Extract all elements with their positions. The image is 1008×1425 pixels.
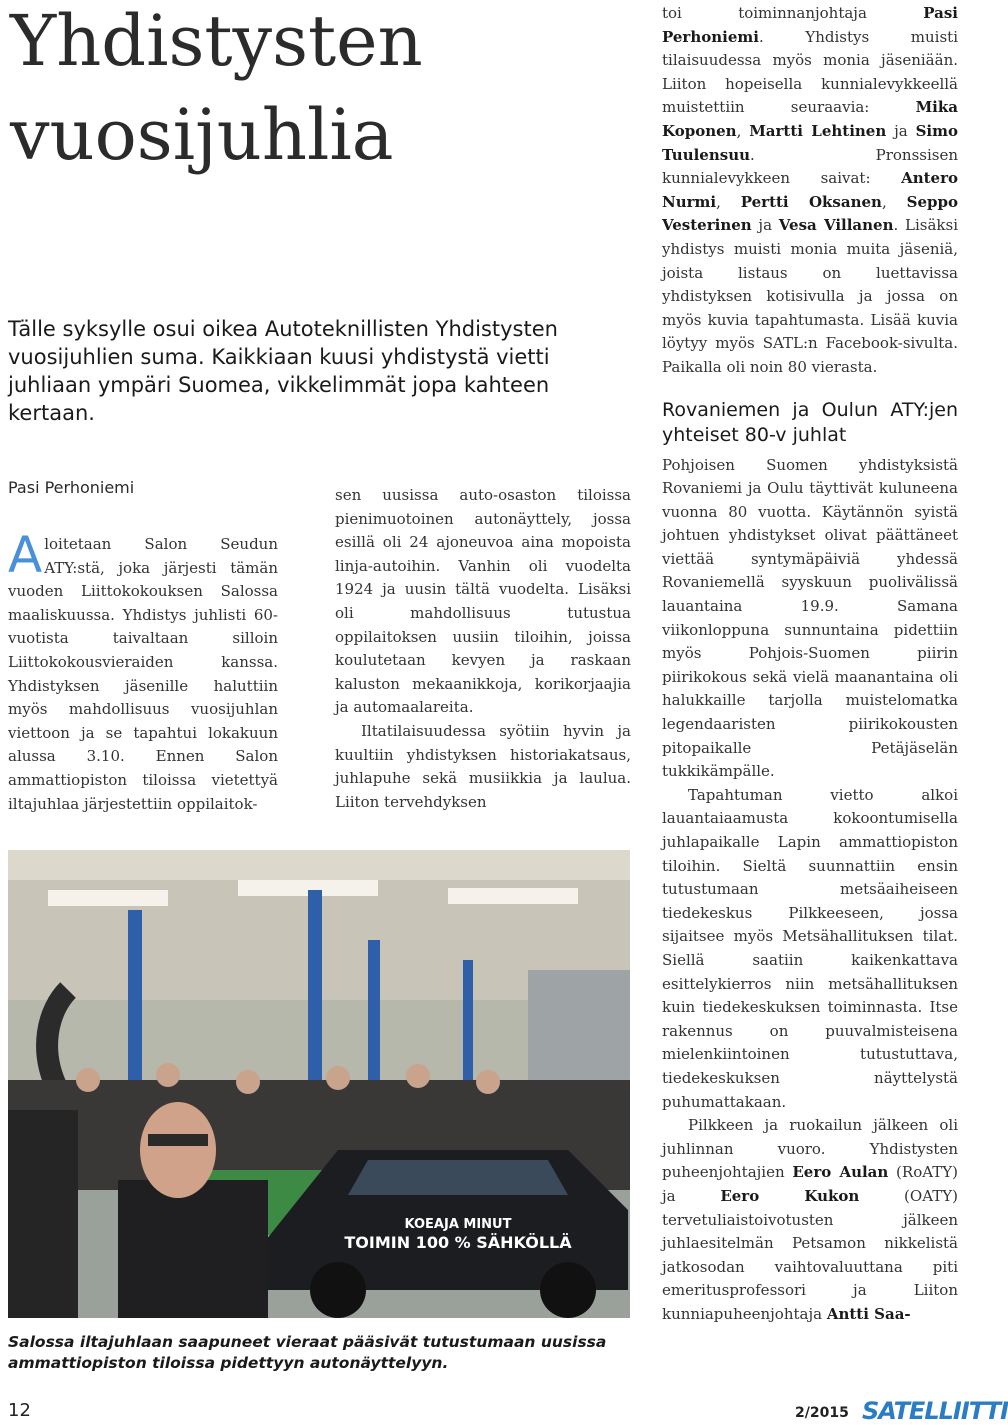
person-name: Seppo Vesterinen bbox=[662, 192, 958, 235]
magazine-logo: SATELLIITTI bbox=[862, 1397, 1008, 1425]
body-text: , bbox=[736, 121, 750, 140]
person-name: Simo Tuulensuu bbox=[662, 121, 958, 164]
article-photo bbox=[8, 850, 630, 1318]
article-lead: Tälle syksylle osui oikea Autoteknillisten Yhdistysten vuosijuhlien suma. Kaikkiaan kuusi yhdistystä vietti juhliaan ympäri Suomea, vikkelimmät jopa kahteen kertaan. bbox=[8, 317, 558, 425]
body-paragraph bbox=[662, 1114, 958, 1326]
article-author: Pasi Perhoniemi bbox=[8, 478, 135, 497]
person-name: Pertti Oksanen bbox=[740, 192, 882, 211]
person-name: Antti Saa- bbox=[826, 1304, 911, 1323]
body-text: ja bbox=[886, 121, 916, 140]
car-wheel bbox=[310, 1262, 366, 1318]
body-text: toi toiminnanjohtaja bbox=[662, 4, 924, 22]
car-text: KOEAJA MINUT bbox=[404, 1217, 512, 1232]
person-name: Eero Aulan bbox=[792, 1163, 889, 1182]
body-column-1 bbox=[8, 526, 278, 816]
foreground-person-face bbox=[140, 1102, 216, 1198]
article-title-line-1: Yhdistysten bbox=[10, 0, 423, 82]
photo-caption: Salossa iltajuhlaan saapuneet vieraat pääsivät tutustumaan uusissa ammattiopiston tiloissa pidettyyn autonäyttelyyn. bbox=[8, 1333, 607, 1372]
issue-number: 2/2015 bbox=[795, 1405, 849, 1421]
person-left bbox=[8, 1110, 78, 1318]
person-name: Pasi Perhoniemi bbox=[662, 4, 958, 46]
body-paragraph bbox=[8, 526, 278, 816]
ceiling-light bbox=[48, 890, 168, 906]
person-head bbox=[236, 1070, 260, 1094]
foreground-person-suit bbox=[118, 1180, 268, 1318]
ceiling-light bbox=[448, 888, 578, 904]
ceiling-lights bbox=[8, 850, 630, 880]
article-title bbox=[10, 0, 610, 182]
person-name: Eero Kukon bbox=[720, 1186, 860, 1205]
body-text: (RoATY) ja bbox=[662, 1163, 958, 1205]
body-text: loitetaan Salon Seudun ATY:stä, joka järjesti tämän vuoden Liittokokouksen Salossa maaliskuussa. Yhdistys juhlisti 60-vuotista taivaltaan silloin Liittokokousvieraiden kanssa. Yhdistyksen jäsenille haluttiin myös mahdollisuus vuosijuhlan viettoon ja se tapahtui lokakuun alussa 3.10. Ennen Salon ammattiopiston tiloissa vietettyä iltajuhlaa järjestettiin oppilaitok- bbox=[8, 535, 278, 813]
person-name: Antero Nurmi bbox=[662, 169, 958, 211]
body-column-3 bbox=[662, 2, 958, 1326]
body-paragraph: Tapahtuman vietto alkoi lauantaiaamusta kokoontumisella juhlapaikalle Lapin ammattiopiston tiloihin. Sieltä suunnattiin ensin tutustumaan metsäaiheiseen tiedekeskus Pilkkeeseen, jossa sijaitsee myös Metsähallituksen tilat. Siellä saatiin kaikenkattava esittelykierros niin metsähallituksen kuin tiedekeskuksen toiminnasta. Itse rakennus on puuvalmisteisena mielenkiintoinen tutustuttava, tiedekeskuksen näyttelystä puhumattakaan. bbox=[662, 785, 958, 1111]
car-wheel bbox=[540, 1262, 596, 1318]
body-text: . Yhdistys muisti tilaisuudessa myös monia jäseniään. Liiton hopeisella kunnialevykkeellä muistettiin seuraavia: bbox=[662, 27, 958, 117]
body-text: . Pronssisen kunnialevykkeen saivat: bbox=[662, 145, 958, 188]
body-text: ja bbox=[751, 216, 779, 235]
body-text: . Lisäksi yhdistys muisti monia muita jäseniä, joista listaus on luettavissa yhdistyksen kotisivulla ja jossa on myös kuvia tapahtumasta. Lisää kuvia löytyy myös SATL:n Facebook-sivulta. Paikalla oli noin 80 vierasta. bbox=[662, 216, 958, 376]
person-head bbox=[406, 1064, 430, 1088]
body-text: , bbox=[881, 192, 907, 211]
person-head bbox=[476, 1070, 500, 1094]
car-windows bbox=[348, 1160, 568, 1195]
person-head bbox=[326, 1066, 350, 1090]
car-text: TOIMIN 100 % SÄHKÖLLÄ bbox=[344, 1233, 572, 1252]
body-paragraph bbox=[662, 2, 958, 380]
body-paragraph: sen uusissa auto-osaston tiloissa pienimuotoinen autonäyttely, jossa esillä oli 24 ajoneuvoa aina mopoista linja-autoihin. Vanhin oli vuodelta 1924 ja uusin tältä vuodelta. Lisäksi oli mahdollisuus tutustua oppilaitoksen uusiin tiloihin, joissa koulutetaan kevyen ja raskaan kaluston mekaanikkoja, korikorjaajia ja automaalareita. bbox=[335, 486, 631, 717]
person-head bbox=[156, 1063, 180, 1087]
body-text: , bbox=[716, 192, 741, 211]
page-number: 12 bbox=[8, 1400, 31, 1421]
glasses bbox=[148, 1134, 208, 1146]
body-paragraph: Iltatilaisuudessa syötiin hyvin ja kuultiin yhdistyksen historiakatsaus, juhlapuhe sekä musiikkia ja laulua. Liiton tervehdyksen bbox=[335, 721, 631, 811]
person-name: Mika Koponen bbox=[662, 98, 958, 140]
body-text: Pilkkeen ja ruokailun jälkeen oli juhlinnan vuoro. Yhdistysten puheenjohtajien bbox=[662, 1116, 958, 1182]
body-paragraph: Pohjoisen Suomen yhdistyksistä Rovaniemi ja Oulu täyttivät kuluneena vuonna 80 vuotta. Käytännön syistä johtuen yhdistykset olivat päättäneet viettää syntymäpäiviä yhdessä Rovaniemellä syyskuun puolivälissä lauantaina 19.9. Samana viikonloppuna sunnuntaina pidettiin myös Pohjois-Suomen piirin piirikokous sekä vielä maanantaina oli halukkaille tarjolla muistelomatka legendaaristen piirikokousten pitopaikalle Petäjäselän tukkikämpälle. bbox=[662, 455, 958, 781]
drop-cap: A bbox=[8, 526, 43, 584]
photo-illustration bbox=[8, 850, 630, 1318]
article-title-line-2: vuosijuhlia bbox=[10, 94, 394, 176]
body-text: (OATY) tervetuliaistoivotusten jälkeen juhlaesitelmän Petsamon nikkelistä jatkosodan vaihtovaluuttana piti emeritusprofessori ja Liiton kunniapuheenjohtaja bbox=[662, 1186, 958, 1323]
body-column-2 bbox=[335, 484, 631, 814]
person-name: Martti Lehtinen bbox=[749, 121, 887, 140]
person-head bbox=[76, 1068, 100, 1092]
person-name: Vesa Villanen bbox=[778, 216, 894, 235]
section-subheading: Rovaniemen ja Oulun ATY:jen yhteiset 80-v juhlat bbox=[662, 398, 958, 446]
